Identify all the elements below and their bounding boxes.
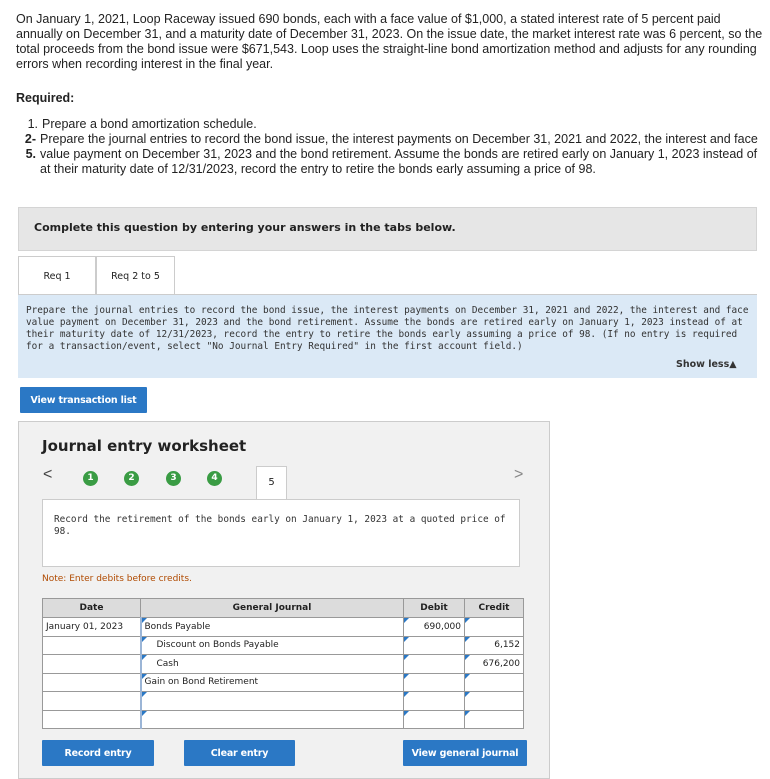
account-cell[interactable] bbox=[141, 636, 404, 655]
instructions-banner: Complete this question by entering your answers in the tabs below. bbox=[18, 207, 757, 251]
date-cell[interactable]: January 01, 2023 bbox=[43, 618, 141, 637]
input-marker-icon bbox=[465, 674, 470, 679]
account-text: Cash bbox=[156, 658, 179, 669]
tab-req-2-to-5[interactable]: Req 2 to 5 bbox=[96, 256, 175, 296]
table-row bbox=[43, 692, 524, 711]
table-row bbox=[43, 710, 524, 729]
credit-cell[interactable] bbox=[465, 655, 524, 674]
problem-text: On January 1, 2021, Loop Raceway issued 690 bonds, each with a face value of $1,000, a stated interest rate of 5 percent paid annually on December 31, and a maturity date of December 31, 2023. On the issue date, the market interest rate was 6 percent, so the total proceeds from the bond issue were $671,543. Loop uses the straight-line bond amortization method and adjusts for any rounding errors when recording interest in the final year. bbox=[16, 12, 763, 71]
account-cell[interactable] bbox=[141, 673, 404, 692]
input-marker-icon bbox=[404, 692, 409, 697]
debit-cell[interactable] bbox=[404, 636, 465, 655]
step-5-current[interactable]: 5 bbox=[256, 466, 287, 499]
step-4[interactable]: 4 bbox=[207, 471, 222, 486]
credit-cell[interactable] bbox=[465, 618, 524, 637]
step-2[interactable]: 2 bbox=[124, 471, 139, 486]
debit-credit-note: Note: Enter debits before credits. bbox=[42, 574, 192, 584]
date-cell[interactable] bbox=[43, 692, 141, 711]
dropdown-marker-icon bbox=[142, 655, 147, 660]
input-marker-icon bbox=[404, 618, 409, 623]
prev-arrow-icon[interactable]: < bbox=[43, 466, 53, 483]
date-cell[interactable] bbox=[43, 673, 141, 692]
input-marker-icon bbox=[465, 637, 470, 642]
dropdown-marker-icon bbox=[142, 637, 147, 642]
journal-entry-worksheet bbox=[18, 421, 550, 779]
requirement-text: Prepare the journal entries to record the bond issue, the interest payments on December 31, 2021 and 2022, the interest and face value payment on December 31, 2023 and the bond retirement. Assume the bonds are retired early on January 1, 2023 instead of at their maturity date of 12/31/2023, record the entry to retire the bonds early assuming a price of 98. bbox=[40, 132, 758, 176]
input-marker-icon bbox=[465, 692, 470, 697]
table-row bbox=[43, 618, 524, 637]
table-row bbox=[43, 655, 524, 674]
requirement-number: 1. bbox=[27, 117, 38, 131]
account-cell[interactable] bbox=[141, 618, 404, 637]
account-text: Discount on Bonds Payable bbox=[156, 640, 279, 651]
date-cell[interactable] bbox=[43, 710, 141, 729]
header-credit: Credit bbox=[465, 599, 524, 618]
requirements-list bbox=[16, 117, 768, 177]
record-entry-button[interactable]: Record entry bbox=[42, 740, 154, 766]
task-description: Record the retirement of the bonds early on January 1, 2023 at a quoted price of 98. bbox=[42, 499, 520, 567]
journal-table bbox=[42, 598, 524, 729]
requirement-text: Prepare a bond amortization schedule. bbox=[42, 117, 257, 131]
header-debit: Debit bbox=[404, 599, 465, 618]
show-less-toggle[interactable]: Show less▲ bbox=[676, 359, 737, 370]
input-marker-icon bbox=[465, 711, 470, 716]
step-1[interactable]: 1 bbox=[83, 471, 98, 486]
header-date: Date bbox=[43, 599, 141, 618]
input-marker-icon bbox=[465, 618, 470, 623]
credit-value: 676,200 bbox=[482, 658, 520, 669]
requirement-number: 2-5. bbox=[24, 132, 36, 161]
credit-cell[interactable] bbox=[465, 692, 524, 711]
step-3[interactable]: 3 bbox=[166, 471, 181, 486]
header-general-journal: General Journal bbox=[141, 599, 404, 618]
input-marker-icon bbox=[404, 674, 409, 679]
debit-cell[interactable] bbox=[404, 618, 465, 637]
problem-statement bbox=[16, 12, 764, 72]
account-cell[interactable] bbox=[141, 710, 404, 729]
debit-value: 690,000 bbox=[423, 621, 461, 632]
credit-cell[interactable] bbox=[465, 636, 524, 655]
account-cell[interactable] bbox=[141, 692, 404, 711]
dropdown-marker-icon bbox=[142, 692, 147, 697]
input-marker-icon bbox=[465, 655, 470, 660]
debit-cell[interactable] bbox=[404, 692, 465, 711]
date-cell[interactable] bbox=[43, 636, 141, 655]
tab-instructions: Prepare the journal entries to record the bond issue, the interest payments on December 31, 2021 and 2022, the interest and face value payment on December 31, 2023 and the bond retirement. Assume the bonds are retired early on January 1, 2023 instead of at their maturity date of 12/31/2023, record the entry to retire the bonds early assuming a price of 98. (If no entry is required for a transaction/event, select "No Journal Entry Required" in the first account field.) bbox=[18, 294, 757, 378]
worksheet-title: Journal entry worksheet bbox=[42, 437, 247, 455]
dropdown-marker-icon bbox=[142, 618, 147, 623]
account-cell[interactable] bbox=[141, 655, 404, 674]
required-heading: Required: bbox=[16, 91, 75, 105]
dropdown-marker-icon bbox=[142, 674, 147, 679]
credit-value: 6,152 bbox=[494, 640, 520, 651]
next-arrow-icon[interactable]: > bbox=[514, 466, 524, 483]
dropdown-marker-icon bbox=[142, 711, 147, 716]
account-text: Gain on Bond Retirement bbox=[144, 677, 259, 688]
requirement-1 bbox=[16, 117, 768, 132]
clear-entry-button[interactable]: Clear entry bbox=[184, 740, 295, 766]
date-cell[interactable] bbox=[43, 655, 141, 674]
tab-req-1[interactable]: Req 1 bbox=[18, 256, 96, 296]
credit-cell[interactable] bbox=[465, 710, 524, 729]
requirement-2-5 bbox=[16, 132, 768, 177]
debit-cell[interactable] bbox=[404, 710, 465, 729]
input-marker-icon bbox=[404, 637, 409, 642]
table-row bbox=[43, 673, 524, 692]
debit-cell[interactable] bbox=[404, 673, 465, 692]
account-text: Bonds Payable bbox=[144, 621, 211, 632]
view-transaction-list-button[interactable]: View transaction list bbox=[20, 387, 147, 413]
table-row bbox=[43, 636, 524, 655]
view-general-journal-button[interactable]: View general journal bbox=[403, 740, 527, 766]
input-marker-icon bbox=[404, 711, 409, 716]
credit-cell[interactable] bbox=[465, 673, 524, 692]
debit-cell[interactable] bbox=[404, 655, 465, 674]
input-marker-icon bbox=[404, 655, 409, 660]
